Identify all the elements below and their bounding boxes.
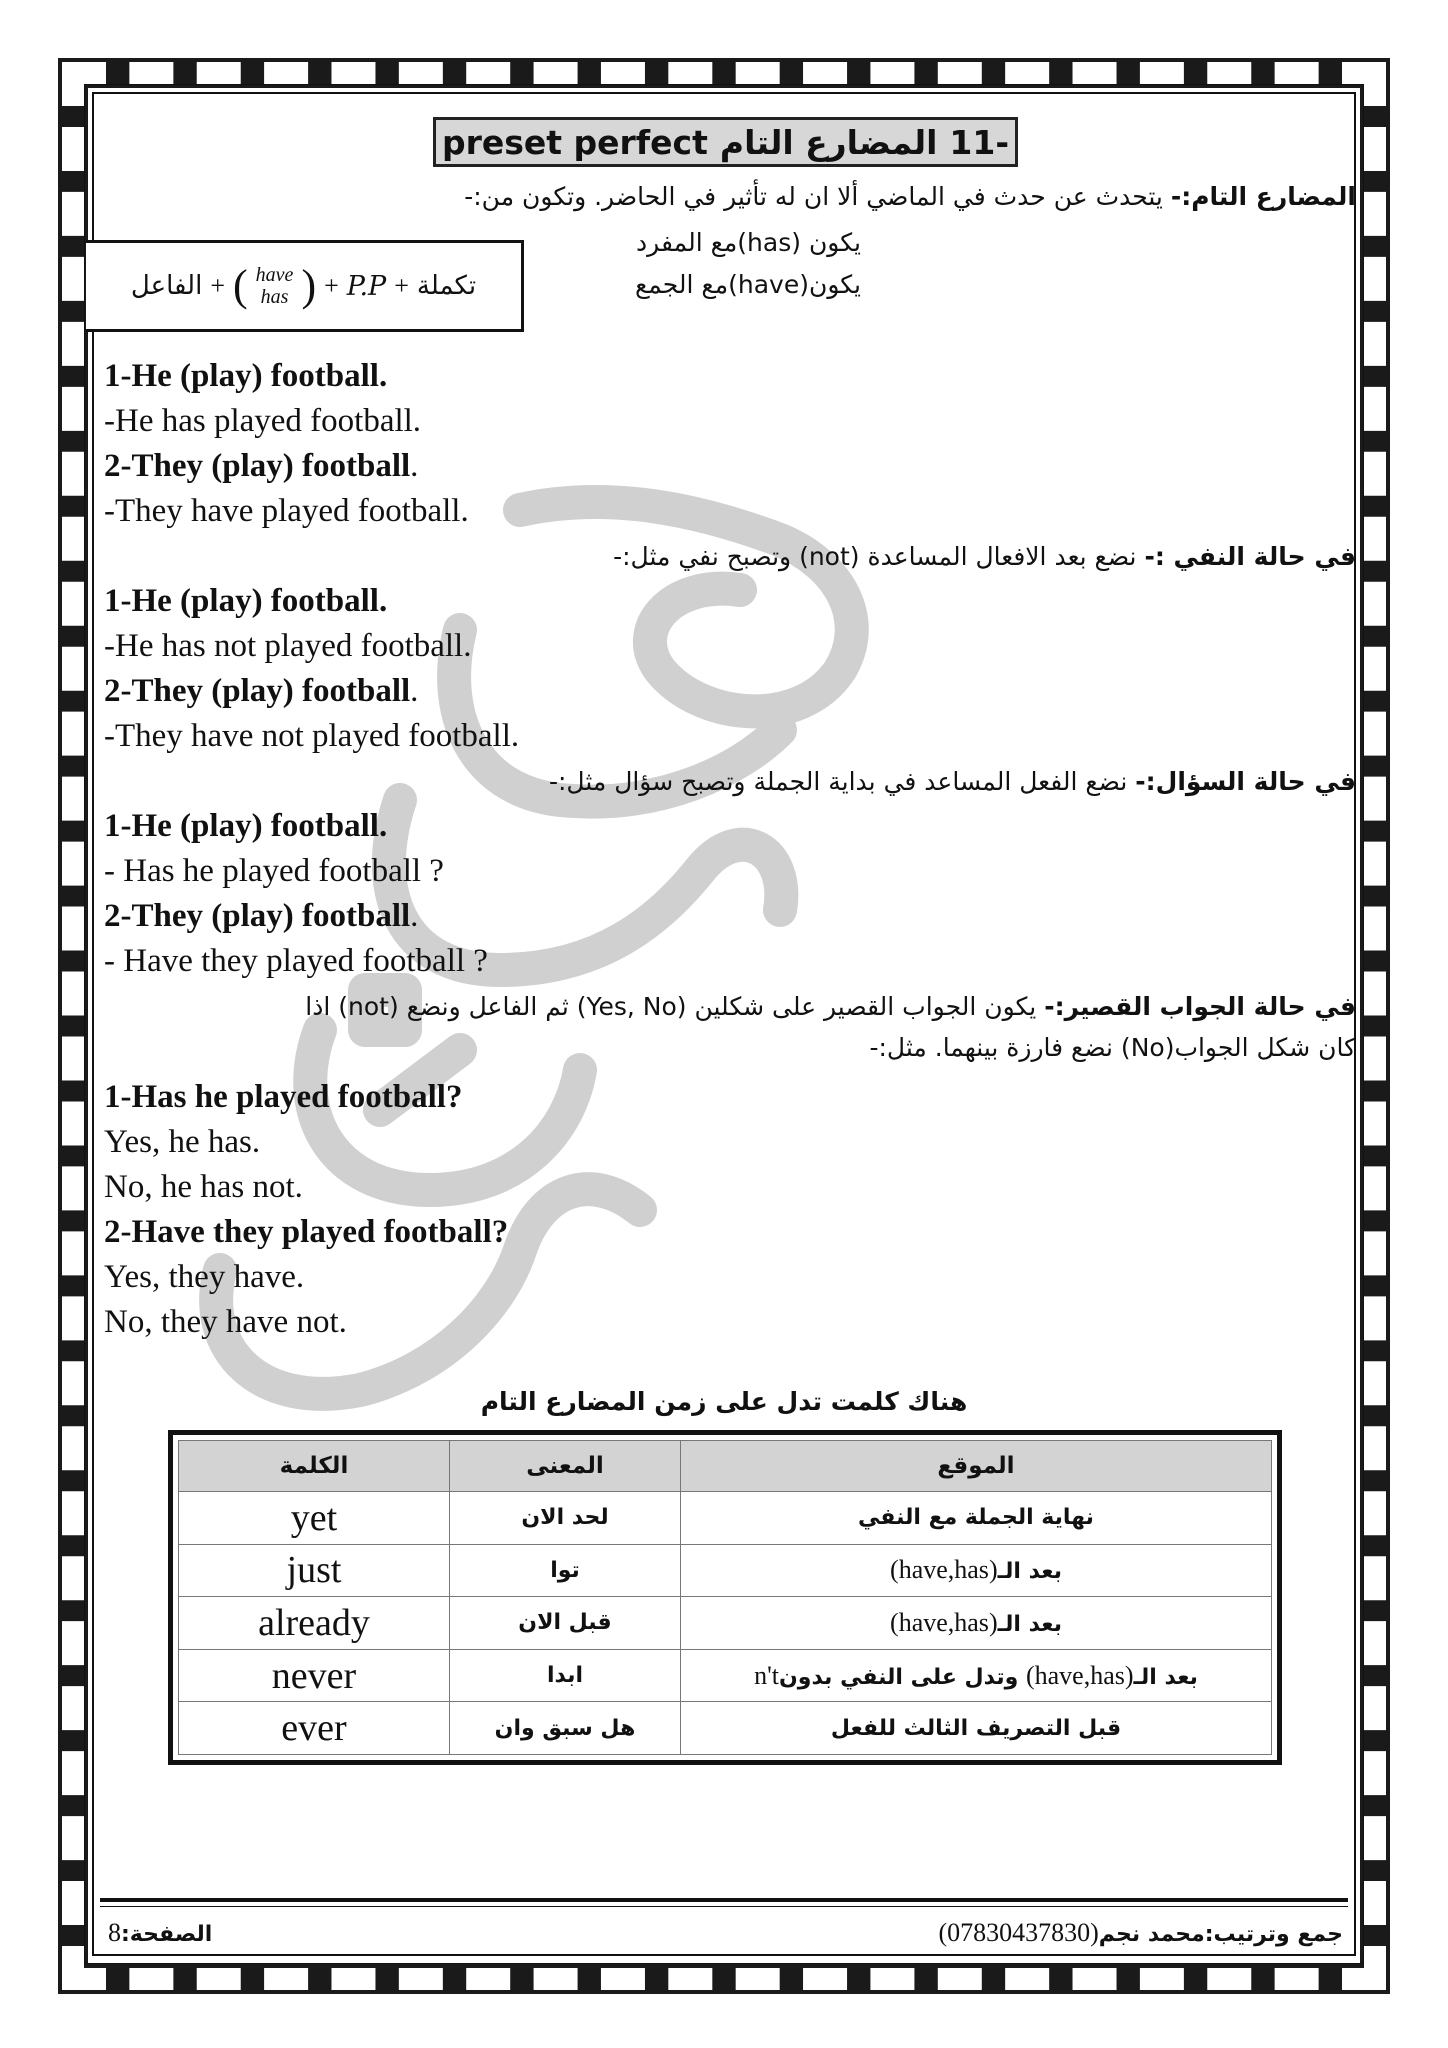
header-meaning: المعنى xyxy=(450,1441,681,1492)
formula-pp: P.P xyxy=(346,270,387,302)
definition-label: المضارع التام:- xyxy=(1170,182,1356,211)
cell-position xyxy=(681,1492,1272,1545)
short-answer-no1: No, he has not. xyxy=(104,1169,303,1205)
formula-has: has xyxy=(260,286,289,308)
question-text: نضع الفعل المساعد في بداية الجملة وتصبح سؤال مثل:- xyxy=(548,767,1136,796)
header-word: الكلمة xyxy=(179,1441,450,1492)
title-arabic: المضارع التام xyxy=(719,122,938,162)
formula-have: have xyxy=(255,264,294,286)
cell-position-en: (have,has) xyxy=(890,1607,998,1637)
cell-position-ar2: وتدل على النفي بدون xyxy=(779,1664,1026,1690)
negative-a2: -They have not played football. xyxy=(104,718,520,754)
definition-text: يتحدث عن حدث في الماضي ألا ان له تأثير في الحاضر. وتكون من:- xyxy=(464,182,1171,211)
question-a2: - Have they played football ? xyxy=(104,943,488,979)
negative-a1: -He has not played football. xyxy=(104,628,472,664)
cell-position-ar: بعد الـ xyxy=(1133,1664,1198,1690)
cell-word: never xyxy=(179,1649,450,1702)
negative-label: في حالة النفي :- xyxy=(1144,542,1356,571)
short-answer-yes1: Yes, he has. xyxy=(104,1124,261,1160)
header-position: الموقع xyxy=(681,1441,1272,1492)
footer-phone: (07830437830) xyxy=(938,1918,1099,1947)
title-number: 11- xyxy=(949,122,1010,162)
footer-divider xyxy=(100,1898,1348,1902)
formula-plus-3: + xyxy=(394,271,409,300)
cell-meaning: هل سبق وان xyxy=(450,1702,681,1755)
table-row xyxy=(179,1597,1272,1650)
table-row xyxy=(179,1544,1272,1597)
formula-plus-1: + xyxy=(210,271,226,300)
negative-q2-line: 2-They (play) football. xyxy=(104,673,419,709)
formula-have-has xyxy=(256,264,294,308)
short-answer-yes2: Yes, they have. xyxy=(104,1259,305,1295)
affirmative-q1: 1-He (play) football. xyxy=(104,358,388,394)
cell-meaning: قبل الان xyxy=(450,1597,681,1650)
title-english: preset perfect xyxy=(441,122,708,162)
table-row xyxy=(179,1492,1272,1545)
table-header-row xyxy=(179,1441,1272,1492)
cell-word: ever xyxy=(179,1702,450,1755)
cell-position xyxy=(681,1544,1272,1597)
question-q1: 1-He (play) football. xyxy=(104,808,388,844)
cell-position-ar: نهاية الجملة مع النفي xyxy=(858,1505,1094,1531)
formula-box xyxy=(86,240,524,332)
table-title: هناك كلمت تدل على زمن المضارع التام xyxy=(480,1387,968,1416)
question-q2: 2-They (play) football xyxy=(104,898,411,934)
words-table xyxy=(178,1440,1272,1755)
short-answer-q2: 2-Have they played football? xyxy=(104,1214,509,1250)
cell-meaning: توا xyxy=(450,1544,681,1597)
page-title xyxy=(433,117,1018,167)
footer-page xyxy=(108,1918,212,1948)
formula-plus-2: + xyxy=(324,271,339,300)
cell-position-en2: n't xyxy=(754,1660,779,1690)
cell-meaning: لحد الان xyxy=(450,1492,681,1545)
cell-position-ar: بعد الـ xyxy=(997,1611,1062,1637)
negative-q2: 2-They (play) football xyxy=(104,673,411,709)
footer-compiled-label: جمع وترتيب:محمد نجم xyxy=(1098,1922,1343,1947)
rule-plural: يكون(have)مع الجمع xyxy=(635,270,861,299)
definition-line xyxy=(464,182,1356,211)
cell-word: just xyxy=(179,1544,450,1597)
cell-position-ar: بعد الـ xyxy=(997,1559,1062,1585)
affirmative-q2-line: 2-They (play) football. xyxy=(104,448,419,484)
short-answer-no2: No, they have not. xyxy=(104,1304,347,1340)
formula-complement: تكملة xyxy=(416,271,477,301)
short-answer-q1: 1-Has he played football? xyxy=(104,1079,463,1115)
negative-rule xyxy=(613,542,1356,571)
footer-page-label: الصفحة: xyxy=(121,1922,213,1947)
cell-position xyxy=(681,1649,1272,1702)
cell-word: yet xyxy=(179,1492,450,1545)
short-answer-text1: يكون الجواب القصير على شكلين (Yes, No) ثم الفاعل ونضع (not) اذا xyxy=(305,992,1045,1021)
formula-paren-open: ( xyxy=(233,261,248,310)
table-row xyxy=(179,1702,1272,1755)
negative-text: نضع بعد الافعال المساعدة (not) وتصبح نفي مثل:- xyxy=(613,542,1145,571)
cell-word: already xyxy=(179,1597,450,1650)
affirmative-a2: -They have played football. xyxy=(104,493,469,529)
formula-subject: الفاعل xyxy=(130,271,203,301)
short-answer-rule-1 xyxy=(305,992,1356,1021)
question-label: في حالة السؤال:- xyxy=(1135,767,1356,796)
cell-position-ar: قبل التصريف الثالث للفعل xyxy=(830,1715,1122,1741)
rule-singular: يكون (has)مع المفرد xyxy=(636,228,861,257)
affirmative-a1: -He has played football. xyxy=(104,403,422,439)
footer-divider-thin xyxy=(100,1906,1348,1907)
cell-meaning: ابدا xyxy=(450,1649,681,1702)
cell-position-en: (have,has) xyxy=(890,1555,998,1585)
cell-position-en: (have,has) xyxy=(1025,1660,1134,1690)
cell-position xyxy=(681,1702,1272,1755)
cell-position xyxy=(681,1597,1272,1650)
negative-q1: 1-He (play) football. xyxy=(104,583,388,619)
question-q2-line: 2-They (play) football. xyxy=(104,898,419,934)
affirmative-q2: 2-They (play) football xyxy=(104,448,411,484)
words-table-frame xyxy=(168,1430,1282,1765)
short-answer-text2: كان شكل الجواب(No) نضع فارزة بينهما. مثل:- xyxy=(869,1033,1356,1062)
formula-paren-close: ) xyxy=(301,261,317,310)
footer-credit xyxy=(938,1918,1343,1948)
question-rule xyxy=(549,767,1356,796)
question-a1: - Has he played football ? xyxy=(104,853,444,889)
table-row xyxy=(179,1649,1272,1702)
short-answer-label: في حالة الجواب القصير:- xyxy=(1044,992,1356,1021)
footer-page-number: 8 xyxy=(108,1918,121,1947)
